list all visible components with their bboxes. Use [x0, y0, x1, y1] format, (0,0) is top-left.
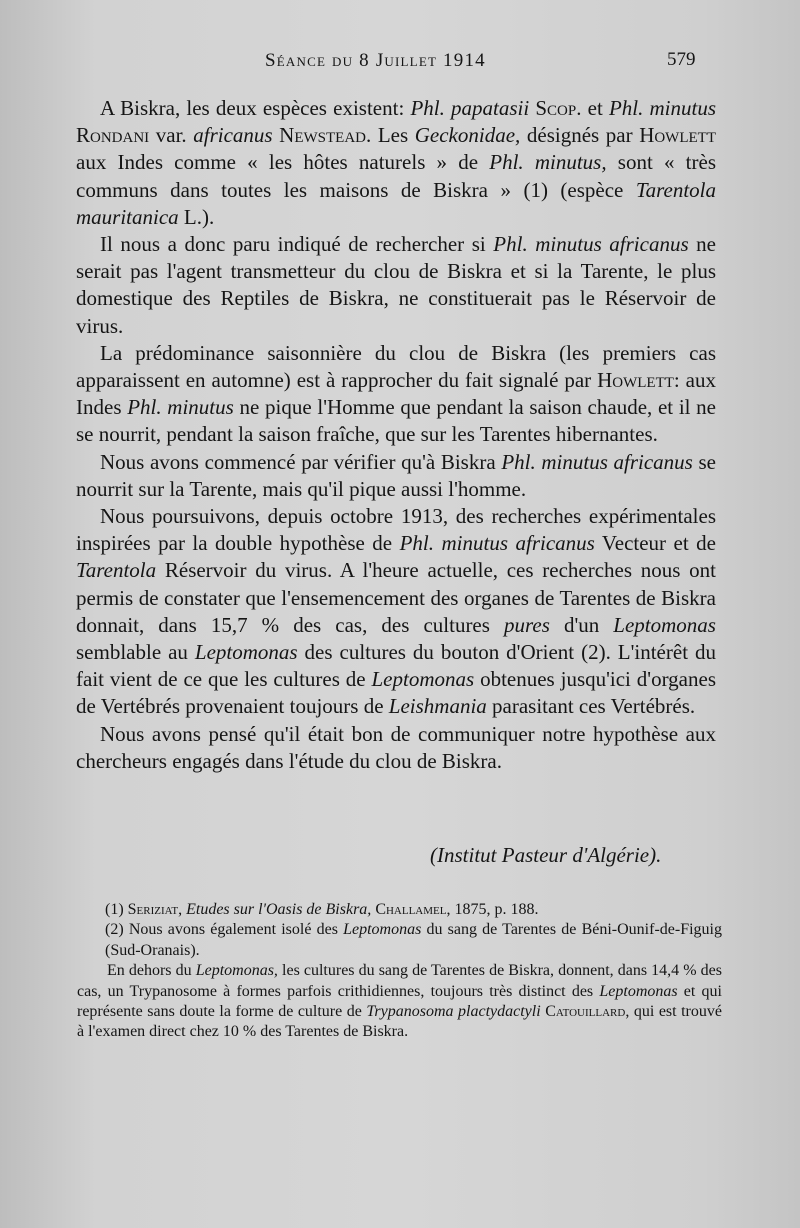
body-text	[76, 95, 716, 775]
paragraph-6: Nous avons pensé qu'il était bon de communiquer notre hypothèse aux chercheurs engagés dans l'étude du clou de Biskra.	[76, 721, 716, 773]
footnotes	[77, 900, 723, 1043]
affiliation: (Institut Pasteur d'Algérie).	[430, 843, 662, 867]
paragraph-4: Nous avons commencé par vérifier qu'à Biskra Phl. minutus africanus se nourrit sur la Tarente, mais qu'il pique aussi l'homme.	[76, 449, 716, 501]
paragraph-1: A Biskra, les deux espèces existent: Phl. papatasii Scop. et Phl. minutus Rondani var. africanus Newstead. Les Geckonidae, désignés par Howlett aux Indes comme « les hôtes naturels » de Phl. minutus, sont « très communs dans toutes les maisons de Biskra » (1) (espèce Tarentola mauritanica L.).	[76, 96, 717, 229]
running-title: Séance du 8 Juillet 1914	[265, 50, 486, 71]
page-header	[0, 48, 800, 78]
footnote-2-continuation: En dehors du Leptomonas, les cultures du sang de Tarentes de Biskra, donnent, dans 14,4 % des cas, un Trypanosome à formes parfois crithidiennes, toujours très distinct des Leptomonas et qui représente sans doute la forme de culture de Trypanosoma plactydactyli Catouillard, qui est trouvé à l'examen direct chez 10 % des Tarentes de Biskra.	[77, 962, 723, 1041]
footnote-2: (2) Nous avons également isolé des Leptomonas du sang de Tarentes de Béni-Ounif-de-Figuig (Sud-Oranais).	[105, 921, 722, 959]
page-number: 579	[667, 49, 696, 70]
paragraph-3: La prédominance saisonnière du clou de Biskra (les premiers cas apparaissent en automne) est à rapprocher du fait signalé par Howlett: aux Indes Phl. minutus ne pique l'Homme que pendant la saison chaude, et il ne se nourrit, pendant la saison fraîche, que sur les Tarentes hibernantes.	[76, 340, 717, 447]
paragraph-2: Il nous a donc paru indiqué de rechercher si Phl. minutus africanus ne serait pas l'agent transmetteur du clou de Biskra et si la Tarente, le plus domestique des Reptiles de Biskra, ne constituerait pas le Réservoir de virus.	[76, 232, 717, 338]
paragraph-5: Nous poursuivons, depuis octobre 1913, des recherches expérimentales inspirées par la double hypothèse de Phl. minutus africanus Vecteur et de Tarentola Réservoir du virus. A l'heure actuelle, ces recherches nous ont permis de constater que l'ensemencement des organes de Tarentes de Biskra donnait, dans 15,7 % des cas, des cultures pures d'un Leptomonas semblable au Leptomonas des cultures du bouton d'Orient (2). L'intérêt du fait vient de ce que les cultures de Leptomonas obtenues jusqu'ici d'organes de Vertébrés provenaient toujours de Leishmania parasitant ces Vertébrés.	[76, 504, 716, 719]
footnote-1: (1) Seriziat, Etudes sur l'Oasis de Biskra, Challamel, 1875, p. 188.	[105, 901, 539, 918]
